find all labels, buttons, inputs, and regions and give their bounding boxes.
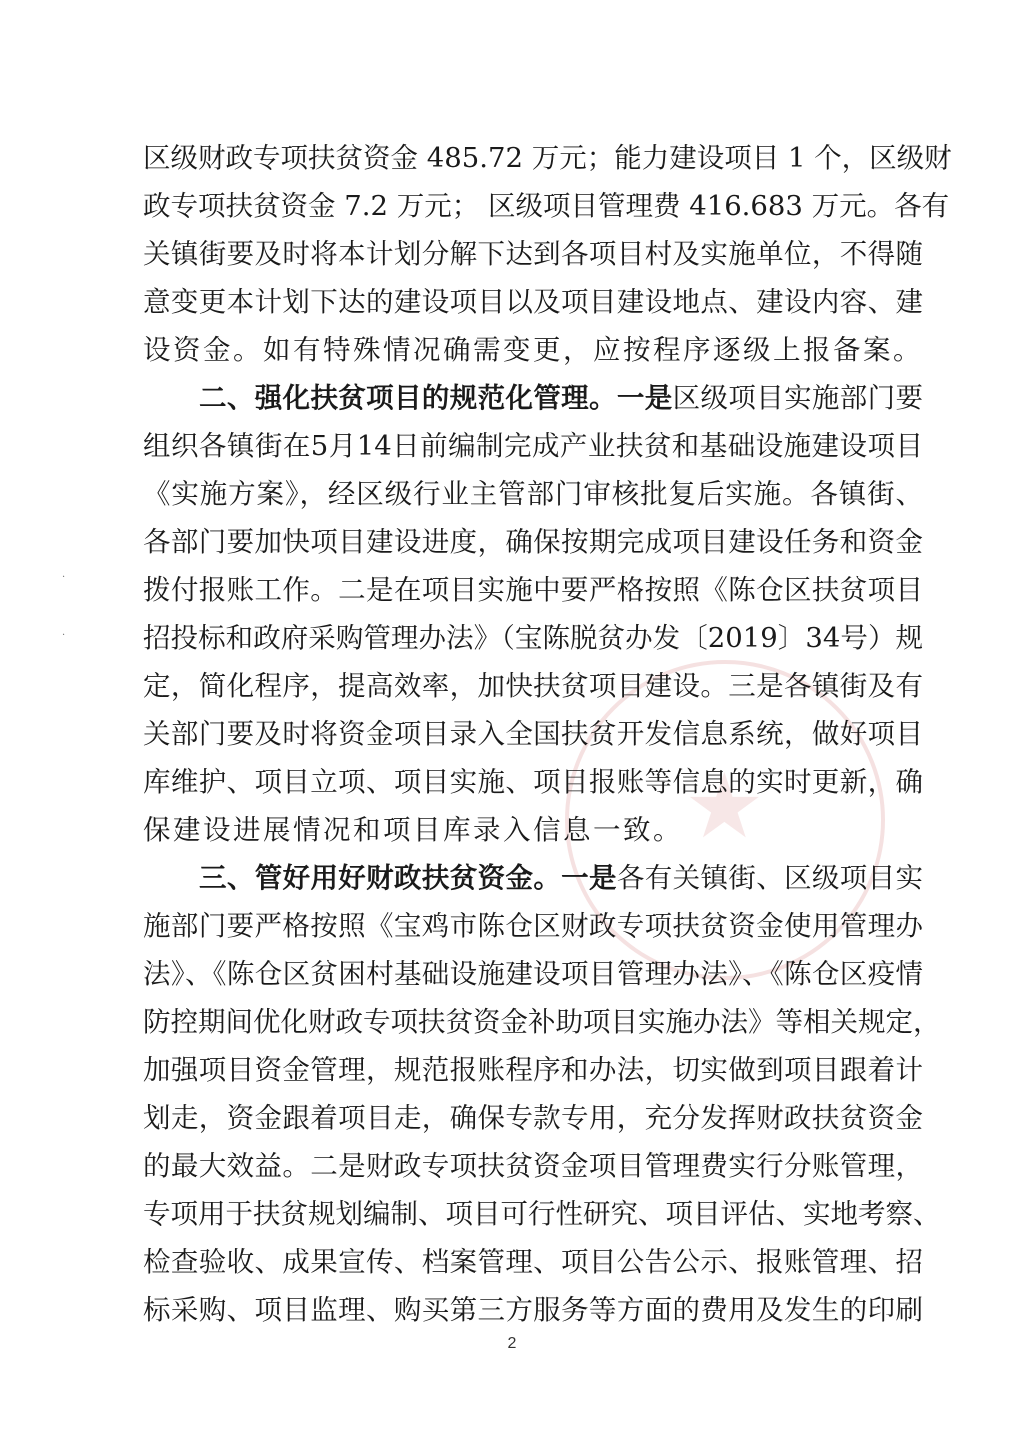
body-line: 区级财政专项扶贫资金 485.72 万元；能力建设项目 1 个，区级财 [143,142,952,174]
section-heading-line: 二、强化扶贫项目的规范化管理。一是区级项目实施部门要 [199,382,924,414]
body-line: 意变更本计划下达的建设项目以及项目建设地点、建设内容、建 [143,286,923,318]
section-heading: 三、管好用好财政扶贫资金。一是 [199,862,617,894]
body-line: 检查验收、成果宣传、档案管理、项目公告公示、报账管理、招 [143,1246,923,1278]
margin-speck: · [62,630,66,641]
section-heading: 二、强化扶贫项目的规范化管理。一是 [199,382,673,414]
body-line: 加强项目资金管理，规范报账程序和办法，切实做到项目跟着计 [143,1054,923,1086]
body-line: 《实施方案》，经区级行业主管部门审核批复后实施。各镇街、 [143,478,923,510]
body-line: 关镇街要及时将本计划分解下达到各项目村及实施单位，不得随 [143,238,923,270]
body-line: 关部门要及时将资金项目录入全国扶贫开发信息系统，做好项目 [143,718,923,750]
body-line: 政专项扶贫资金 7.2 万元； 区级项目管理费 416.683 万元。各有 [143,190,950,222]
section-heading-line: 三、管好用好财政扶贫资金。一是各有关镇街、区级项目实 [199,862,924,894]
body-line: 划走，资金跟着项目走，确保专款专用，充分发挥财政扶贫资金 [143,1102,923,1134]
body-line: 设资金。如有特殊情况确需变更，应按程序逐级上报备案。 [143,334,923,366]
body-line: 施部门要严格按照《宝鸡市陈仓区财政专项扶贫资金使用管理办 [143,910,923,942]
body-line: 防控期间优化财政专项扶贫资金补助项目实施办法》等相关规定， [143,1006,941,1038]
body-line: 专项用于扶贫规划编制、项目可行性研究、项目评估、实地考察、 [143,1198,941,1230]
body-line: 标采购、项目监理、购买第三方服务等方面的费用及发生的印刷 [143,1294,923,1326]
page-number: 2 [507,1335,517,1352]
body-line: 保建设进展情况和项目库录入信息一致。 [143,814,683,846]
body-line: 的最大效益。二是财政专项扶贫资金项目管理费实行分账管理， [143,1150,923,1182]
body-line: 定，简化程序，提高效率，加快扶贫项目建设。三是各镇街及有 [143,670,923,702]
body-line: 拨付报账工作。二是在项目实施中要严格按照《陈仓区扶贫项目 [143,574,923,606]
body-line: 各部门要加快项目建设进度，确保按期完成项目建设任务和资金 [143,526,923,558]
body-line: 组织各镇街在5月14日前编制完成产业扶贫和基础设施建设项目 [143,430,923,462]
body-line: 库维护、项目立项、项目实施、项目报账等信息的实时更新，确 [143,766,923,798]
body-line: 招投标和政府采购管理办法》（宝陈脱贫办发〔2019〕34号）规 [143,622,923,654]
body-line: 法》、《陈仓区贫困村基础设施建设项目管理办法》、《陈仓区疫情 [143,958,923,990]
margin-speck: · [62,572,66,583]
